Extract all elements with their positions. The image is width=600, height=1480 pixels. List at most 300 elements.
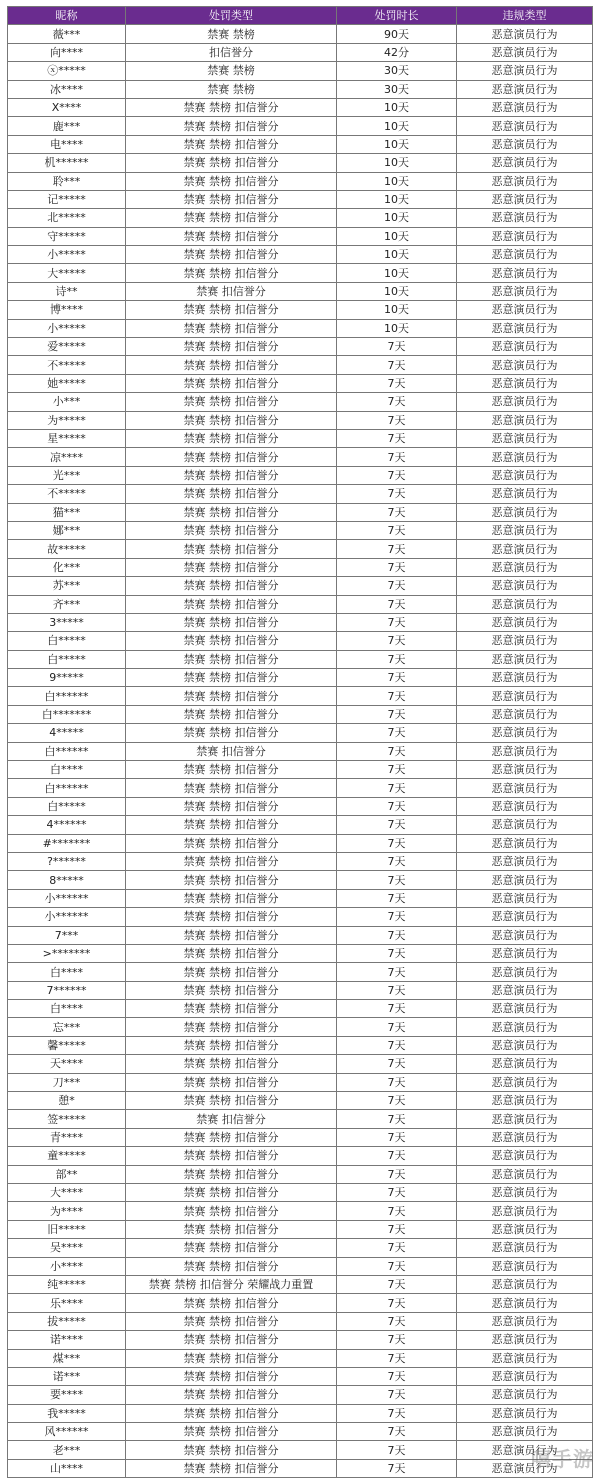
cell-penalty-type: 禁赛 禁榜 扣信誉分 (126, 190, 337, 208)
cell-violation-type: 恶意演员行为 (457, 301, 593, 319)
cell-penalty-type: 禁赛 禁榜 扣信誉分 (126, 797, 337, 815)
table-row (8, 338, 593, 356)
cell-nickname: 纯***** (8, 1275, 126, 1293)
cell-penalty-duration: 10天 (337, 246, 457, 264)
cell-nickname: 刀*** (8, 1073, 126, 1091)
cell-penalty-type: 禁赛 禁榜 扣信誉分 (126, 908, 337, 926)
cell-violation-type: 恶意演员行为 (457, 669, 593, 687)
table-row (8, 1184, 593, 1202)
cell-penalty-type: 禁赛 禁榜 扣信誉分 (126, 724, 337, 742)
cell-penalty-type: 禁赛 禁榜 扣信誉分 (126, 613, 337, 631)
cell-penalty-duration: 10天 (337, 282, 457, 300)
cell-penalty-duration: 7天 (337, 356, 457, 374)
table-row (8, 779, 593, 797)
table-row (8, 448, 593, 466)
cell-violation-type: 恶意演员行为 (457, 485, 593, 503)
cell-penalty-type: 禁赛 禁榜 扣信誉分 (126, 1367, 337, 1385)
cell-nickname: 记***** (8, 190, 126, 208)
cell-nickname: 大**** (8, 1184, 126, 1202)
cell-penalty-duration: 7天 (337, 1349, 457, 1367)
header-nickname: 昵称 (8, 7, 126, 25)
cell-violation-type: 恶意演员行为 (457, 724, 593, 742)
table-row (8, 374, 593, 392)
cell-penalty-duration: 7天 (337, 503, 457, 521)
cell-violation-type: 恶意演员行为 (457, 1349, 593, 1367)
cell-nickname: 小*** (8, 393, 126, 411)
table-row (8, 1294, 593, 1312)
table-row (8, 485, 593, 503)
cell-penalty-duration: 10天 (337, 227, 457, 245)
cell-violation-type: 恶意演员行为 (457, 1147, 593, 1165)
cell-penalty-type: 禁赛 禁榜 扣信誉分 (126, 301, 337, 319)
cell-nickname: 化*** (8, 558, 126, 576)
table-row (8, 1092, 593, 1110)
cell-nickname: 我***** (8, 1404, 126, 1422)
table-row (8, 1220, 593, 1238)
cell-penalty-duration: 7天 (337, 1036, 457, 1054)
table-row (8, 852, 593, 870)
cell-violation-type: 恶意演员行为 (457, 172, 593, 190)
cell-violation-type: 恶意演员行为 (457, 246, 593, 264)
cell-penalty-duration: 7天 (337, 577, 457, 595)
cell-penalty-type: 禁赛 禁榜 扣信誉分 (126, 1165, 337, 1183)
table-row (8, 356, 593, 374)
cell-penalty-duration: 7天 (337, 1441, 457, 1459)
cell-penalty-type: 禁赛 禁榜 扣信誉分 (126, 1000, 337, 1018)
cell-penalty-duration: 7天 (337, 1367, 457, 1385)
cell-penalty-type: 禁赛 禁榜 扣信誉分 (126, 926, 337, 944)
table-row (8, 282, 593, 300)
cell-violation-type: 恶意演员行为 (457, 926, 593, 944)
cell-violation-type: 恶意演员行为 (457, 1459, 593, 1477)
cell-nickname: 馨***** (8, 1036, 126, 1054)
table-row (8, 1165, 593, 1183)
cell-penalty-type: 禁赛 禁榜 扣信誉分 (126, 393, 337, 411)
cell-penalty-duration: 7天 (337, 669, 457, 687)
cell-violation-type: 恶意演员行为 (457, 503, 593, 521)
cell-penalty-type: 禁赛 禁榜 (126, 80, 337, 98)
table-row (8, 62, 593, 80)
cell-penalty-duration: 7天 (337, 779, 457, 797)
cell-violation-type: 恶意演员行为 (457, 1367, 593, 1385)
cell-violation-type: 恶意演员行为 (457, 356, 593, 374)
table-row (8, 301, 593, 319)
cell-penalty-type: 禁赛 禁榜 扣信誉分 (126, 779, 337, 797)
cell-nickname: ?****** (8, 852, 126, 870)
cell-violation-type: 恶意演员行为 (457, 43, 593, 61)
table-row (8, 742, 593, 760)
table-row (8, 1423, 593, 1441)
cell-penalty-type: 禁赛 禁榜 扣信誉分 (126, 577, 337, 595)
table-row (8, 98, 593, 116)
cell-nickname: 白**** (8, 761, 126, 779)
cell-penalty-type: 禁赛 扣信誉分 (126, 282, 337, 300)
cell-penalty-type: 禁赛 禁榜 扣信誉分 (126, 1036, 337, 1054)
cell-penalty-duration: 7天 (337, 761, 457, 779)
cell-violation-type: 恶意演员行为 (457, 1110, 593, 1128)
cell-penalty-type: 禁赛 禁榜 扣信誉分 (126, 1386, 337, 1404)
table-row (8, 981, 593, 999)
cell-violation-type: 恶意演员行为 (457, 871, 593, 889)
table-row (8, 190, 593, 208)
cell-penalty-type: 禁赛 禁榜 扣信誉分 (126, 761, 337, 779)
cell-penalty-duration: 7天 (337, 1404, 457, 1422)
cell-penalty-duration: 7天 (337, 1423, 457, 1441)
cell-penalty-type: 禁赛 禁榜 扣信誉分 (126, 1092, 337, 1110)
cell-violation-type: 恶意演员行为 (457, 466, 593, 484)
cell-penalty-duration: 10天 (337, 117, 457, 135)
cell-violation-type: 恶意演员行为 (457, 558, 593, 576)
cell-penalty-type: 禁赛 禁榜 扣信誉分 (126, 650, 337, 668)
cell-nickname: 诗** (8, 282, 126, 300)
cell-nickname: 薇*** (8, 25, 126, 43)
cell-penalty-duration: 7天 (337, 797, 457, 815)
cell-penalty-type: 禁赛 禁榜 扣信誉分 (126, 448, 337, 466)
cell-violation-type: 恶意演员行为 (457, 963, 593, 981)
cell-nickname: 小****** (8, 889, 126, 907)
cell-penalty-duration: 7天 (337, 374, 457, 392)
table-row (8, 669, 593, 687)
cell-violation-type: 恶意演员行为 (457, 411, 593, 429)
cell-penalty-duration: 7天 (337, 889, 457, 907)
cell-nickname: 光*** (8, 466, 126, 484)
cell-penalty-type: 禁赛 禁榜 扣信誉分 (126, 374, 337, 392)
cell-nickname: 诺*** (8, 1367, 126, 1385)
cell-violation-type: 恶意演员行为 (457, 1275, 593, 1293)
cell-penalty-duration: 7天 (337, 1202, 457, 1220)
cell-penalty-duration: 7天 (337, 466, 457, 484)
cell-nickname: 博**** (8, 301, 126, 319)
cell-penalty-type: 禁赛 禁榜 扣信誉分 (126, 264, 337, 282)
cell-violation-type: 恶意演员行为 (457, 1331, 593, 1349)
cell-violation-type: 恶意演员行为 (457, 761, 593, 779)
cell-penalty-duration: 7天 (337, 1073, 457, 1091)
cell-penalty-type: 禁赛 禁榜 扣信誉分 (126, 411, 337, 429)
cell-penalty-type: 禁赛 禁榜 (126, 25, 337, 43)
table-row (8, 1275, 593, 1293)
cell-nickname: 风****** (8, 1423, 126, 1441)
cell-violation-type: 恶意演员行为 (457, 705, 593, 723)
cell-nickname: 冰**** (8, 80, 126, 98)
cell-penalty-type: 禁赛 禁榜 扣信誉分 (126, 981, 337, 999)
cell-violation-type: 恶意演员行为 (457, 117, 593, 135)
cell-nickname: 猫*** (8, 503, 126, 521)
table-row (8, 1257, 593, 1275)
cell-penalty-duration: 7天 (337, 521, 457, 539)
cell-penalty-type: 禁赛 禁榜 扣信誉分 荣耀战力重置 (126, 1275, 337, 1293)
cell-nickname: 旧***** (8, 1220, 126, 1238)
table-row (8, 816, 593, 834)
cell-penalty-duration: 7天 (337, 1184, 457, 1202)
cell-penalty-duration: 7天 (337, 411, 457, 429)
cell-penalty-duration: 7天 (337, 393, 457, 411)
cell-penalty-type: 禁赛 扣信誉分 (126, 742, 337, 760)
cell-violation-type: 恶意演员行为 (457, 374, 593, 392)
table-row (8, 613, 593, 631)
cell-penalty-duration: 10天 (337, 98, 457, 116)
cell-violation-type: 恶意演员行为 (457, 1055, 593, 1073)
cell-nickname: 要**** (8, 1386, 126, 1404)
cell-penalty-type: 禁赛 禁榜 扣信誉分 (126, 1128, 337, 1146)
table-row (8, 1055, 593, 1073)
cell-penalty-duration: 7天 (337, 540, 457, 558)
cell-nickname: 凉**** (8, 448, 126, 466)
cell-penalty-duration: 7天 (337, 1110, 457, 1128)
cell-violation-type: 恶意演员行为 (457, 1018, 593, 1036)
cell-penalty-duration: 7天 (337, 908, 457, 926)
cell-nickname: 憩* (8, 1092, 126, 1110)
table-row (8, 1312, 593, 1330)
cell-nickname: 小**** (8, 1257, 126, 1275)
table-row (8, 632, 593, 650)
cell-nickname: 娜*** (8, 521, 126, 539)
cell-violation-type: 恶意演员行为 (457, 1257, 593, 1275)
cell-penalty-duration: 7天 (337, 687, 457, 705)
cell-nickname: 向**** (8, 43, 126, 61)
table-row (8, 1404, 593, 1422)
cell-violation-type: 恶意演员行为 (457, 1184, 593, 1202)
cell-penalty-duration: 10天 (337, 190, 457, 208)
cell-nickname: 鹿*** (8, 117, 126, 135)
cell-nickname: 苏*** (8, 577, 126, 595)
cell-penalty-type: 禁赛 禁榜 扣信誉分 (126, 1312, 337, 1330)
cell-violation-type: 恶意演员行为 (457, 154, 593, 172)
cell-penalty-duration: 7天 (337, 1459, 457, 1477)
cell-penalty-duration: 10天 (337, 209, 457, 227)
table-row (8, 540, 593, 558)
cell-nickname: 4****** (8, 816, 126, 834)
cell-penalty-type: 扣信誉分 (126, 43, 337, 61)
cell-violation-type: 恶意演员行为 (457, 852, 593, 870)
cell-nickname: 机****** (8, 154, 126, 172)
cell-violation-type: 恶意演员行为 (457, 834, 593, 852)
cell-penalty-type: 禁赛 禁榜 扣信誉分 (126, 1294, 337, 1312)
table-row (8, 1110, 593, 1128)
header-penalty-type: 处罚类型 (126, 7, 337, 25)
cell-penalty-duration: 90天 (337, 25, 457, 43)
table-row (8, 503, 593, 521)
cell-penalty-type: 禁赛 禁榜 扣信誉分 (126, 154, 337, 172)
cell-penalty-duration: 7天 (337, 834, 457, 852)
cell-penalty-type: 禁赛 禁榜 扣信誉分 (126, 1055, 337, 1073)
cell-violation-type: 恶意演员行为 (457, 632, 593, 650)
table-row (8, 1239, 593, 1257)
cell-violation-type: 恶意演员行为 (457, 1441, 593, 1459)
table-row (8, 429, 593, 447)
table-row (8, 889, 593, 907)
cell-penalty-type: 禁赛 禁榜 扣信誉分 (126, 338, 337, 356)
cell-nickname: 7****** (8, 981, 126, 999)
cell-penalty-type: 禁赛 禁榜 扣信誉分 (126, 172, 337, 190)
cell-penalty-duration: 7天 (337, 1220, 457, 1238)
table-row (8, 761, 593, 779)
cell-penalty-type: 禁赛 禁榜 扣信誉分 (126, 1349, 337, 1367)
table-row (8, 577, 593, 595)
table-row (8, 466, 593, 484)
cell-penalty-duration: 7天 (337, 632, 457, 650)
table-row (8, 687, 593, 705)
cell-violation-type: 恶意演员行为 (457, 1312, 593, 1330)
cell-nickname: 她***** (8, 374, 126, 392)
cell-penalty-type: 禁赛 禁榜 扣信誉分 (126, 1257, 337, 1275)
cell-penalty-type: 禁赛 禁榜 扣信誉分 (126, 429, 337, 447)
cell-violation-type: 恶意演员行为 (457, 282, 593, 300)
cell-nickname: 童***** (8, 1147, 126, 1165)
cell-penalty-duration: 42分 (337, 43, 457, 61)
table-row (8, 1459, 593, 1477)
cell-nickname: 诺**** (8, 1331, 126, 1349)
cell-penalty-duration: 10天 (337, 301, 457, 319)
cell-violation-type: 恶意演员行为 (457, 944, 593, 962)
cell-penalty-duration: 7天 (337, 1386, 457, 1404)
table-row (8, 1000, 593, 1018)
cell-penalty-duration: 7天 (337, 816, 457, 834)
cell-violation-type: 恶意演员行为 (457, 319, 593, 337)
table-row (8, 411, 593, 429)
cell-penalty-type: 禁赛 禁榜 扣信誉分 (126, 485, 337, 503)
header-violation-type: 违规类型 (457, 7, 593, 25)
cell-nickname: 老*** (8, 1441, 126, 1459)
cell-violation-type: 恶意演员行为 (457, 135, 593, 153)
cell-violation-type: 恶意演员行为 (457, 797, 593, 815)
cell-penalty-duration: 7天 (337, 1312, 457, 1330)
table-row (8, 595, 593, 613)
cell-penalty-type: 禁赛 禁榜 扣信誉分 (126, 705, 337, 723)
cell-penalty-duration: 10天 (337, 135, 457, 153)
cell-penalty-duration: 7天 (337, 1239, 457, 1257)
cell-violation-type: 恶意演员行为 (457, 521, 593, 539)
cell-nickname: 白****** (8, 779, 126, 797)
cell-penalty-duration: 7天 (337, 485, 457, 503)
cell-penalty-type: 禁赛 禁榜 扣信誉分 (126, 319, 337, 337)
cell-penalty-duration: 7天 (337, 963, 457, 981)
cell-violation-type: 恶意演员行为 (457, 1036, 593, 1054)
cell-penalty-duration: 7天 (337, 1257, 457, 1275)
cell-penalty-type: 禁赛 禁榜 扣信誉分 (126, 1073, 337, 1091)
cell-penalty-type: 禁赛 禁榜 扣信誉分 (126, 1147, 337, 1165)
cell-penalty-duration: 7天 (337, 1294, 457, 1312)
table-row (8, 135, 593, 153)
table-row (8, 1349, 593, 1367)
cell-violation-type: 恶意演员行为 (457, 98, 593, 116)
cell-nickname: 白**** (8, 1000, 126, 1018)
cell-penalty-duration: 7天 (337, 448, 457, 466)
cell-penalty-type: 禁赛 禁榜 扣信誉分 (126, 1202, 337, 1220)
cell-penalty-duration: 7天 (337, 429, 457, 447)
cell-penalty-duration: 30天 (337, 62, 457, 80)
cell-nickname: 青**** (8, 1128, 126, 1146)
cell-penalty-type: 禁赛 禁榜 扣信誉分 (126, 669, 337, 687)
table-row (8, 705, 593, 723)
table-row (8, 172, 593, 190)
cell-penalty-type: 禁赛 扣信誉分 (126, 1110, 337, 1128)
cell-nickname: ⓧ***** (8, 62, 126, 80)
cell-nickname: 聆*** (8, 172, 126, 190)
cell-nickname: 故***** (8, 540, 126, 558)
cell-nickname: 吴**** (8, 1239, 126, 1257)
cell-penalty-type: 禁赛 禁榜 扣信誉分 (126, 687, 337, 705)
cell-nickname: 4***** (8, 724, 126, 742)
cell-nickname: 7*** (8, 926, 126, 944)
cell-nickname: 为***** (8, 411, 126, 429)
cell-penalty-type: 禁赛 禁榜 扣信誉分 (126, 1331, 337, 1349)
cell-penalty-duration: 7天 (337, 650, 457, 668)
cell-penalty-duration: 7天 (337, 705, 457, 723)
cell-nickname: 白**** (8, 963, 126, 981)
cell-violation-type: 恶意演员行为 (457, 1073, 593, 1091)
table-row (8, 1367, 593, 1385)
table-row (8, 1128, 593, 1146)
cell-nickname: 白***** (8, 632, 126, 650)
table-header-row (8, 7, 593, 25)
cell-nickname: 9***** (8, 669, 126, 687)
cell-penalty-type: 禁赛 禁榜 扣信誉分 (126, 1184, 337, 1202)
cell-penalty-duration: 7天 (337, 613, 457, 631)
table-row (8, 319, 593, 337)
cell-penalty-type: 禁赛 禁榜 扣信誉分 (126, 209, 337, 227)
cell-nickname: 电**** (8, 135, 126, 153)
cell-nickname: #******* (8, 834, 126, 852)
cell-nickname: 天**** (8, 1055, 126, 1073)
cell-penalty-duration: 7天 (337, 1000, 457, 1018)
cell-penalty-type: 禁赛 禁榜 扣信誉分 (126, 466, 337, 484)
cell-violation-type: 恶意演员行为 (457, 1092, 593, 1110)
cell-nickname: 乐**** (8, 1294, 126, 1312)
table-row (8, 1036, 593, 1054)
table-row (8, 724, 593, 742)
cell-penalty-duration: 7天 (337, 1331, 457, 1349)
cell-penalty-duration: 7天 (337, 1018, 457, 1036)
cell-violation-type: 恶意演员行为 (457, 62, 593, 80)
cell-penalty-type: 禁赛 禁榜 扣信誉分 (126, 227, 337, 245)
penalty-table (7, 6, 593, 1478)
cell-violation-type: 恶意演员行为 (457, 687, 593, 705)
cell-nickname: >******* (8, 944, 126, 962)
cell-violation-type: 恶意演员行为 (457, 816, 593, 834)
cell-nickname: 不***** (8, 485, 126, 503)
cell-violation-type: 恶意演员行为 (457, 1202, 593, 1220)
cell-violation-type: 恶意演员行为 (457, 264, 593, 282)
cell-violation-type: 恶意演员行为 (457, 889, 593, 907)
table-row (8, 80, 593, 98)
cell-penalty-duration: 7天 (337, 1165, 457, 1183)
cell-penalty-type: 禁赛 禁榜 扣信誉分 (126, 816, 337, 834)
cell-penalty-type: 禁赛 禁榜 扣信誉分 (126, 595, 337, 613)
table-row (8, 558, 593, 576)
cell-violation-type: 恶意演员行为 (457, 1239, 593, 1257)
cell-penalty-type: 禁赛 禁榜 扣信誉分 (126, 246, 337, 264)
cell-penalty-duration: 7天 (337, 724, 457, 742)
cell-penalty-duration: 7天 (337, 852, 457, 870)
cell-penalty-duration: 7天 (337, 595, 457, 613)
cell-penalty-type: 禁赛 禁榜 扣信誉分 (126, 889, 337, 907)
cell-nickname: 小****** (8, 908, 126, 926)
cell-nickname: 签***** (8, 1110, 126, 1128)
table-row (8, 1202, 593, 1220)
cell-nickname: 爱***** (8, 338, 126, 356)
cell-penalty-duration: 7天 (337, 742, 457, 760)
cell-nickname: 拔***** (8, 1312, 126, 1330)
cell-violation-type: 恶意演员行为 (457, 1404, 593, 1422)
cell-penalty-duration: 7天 (337, 1147, 457, 1165)
cell-penalty-type: 禁赛 禁榜 扣信誉分 (126, 1459, 337, 1477)
cell-penalty-type: 禁赛 禁榜 扣信誉分 (126, 98, 337, 116)
cell-penalty-type: 禁赛 禁榜 扣信誉分 (126, 1404, 337, 1422)
table-row (8, 1147, 593, 1165)
cell-penalty-duration: 7天 (337, 338, 457, 356)
cell-violation-type: 恶意演员行为 (457, 577, 593, 595)
cell-penalty-duration: 10天 (337, 319, 457, 337)
